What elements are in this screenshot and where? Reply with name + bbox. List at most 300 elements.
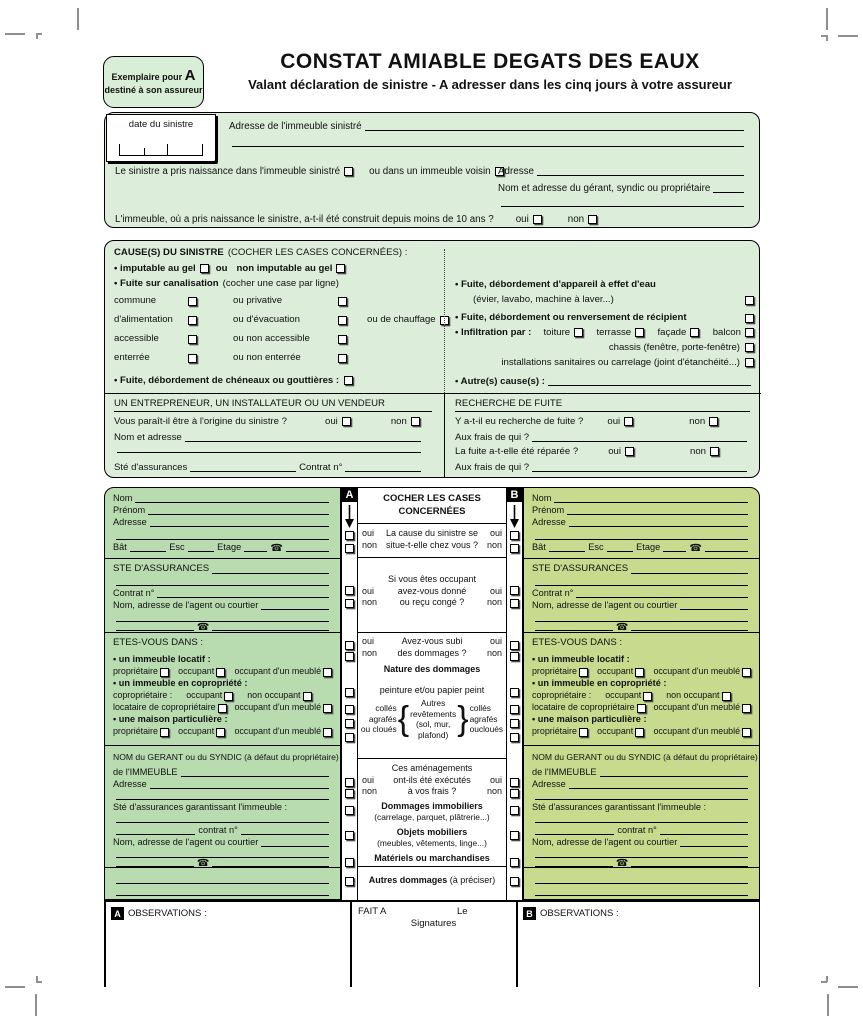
gerant-ste-label: Sté d'assurances garantissant l'immeuble : bbox=[113, 802, 288, 812]
page-subtitle: Valant déclaration de sinistre - A adresser dans les cinq jours à votre assureur bbox=[248, 77, 732, 92]
checkbox-a-locatif-occupant[interactable] bbox=[216, 668, 225, 677]
gerant-immeuble-label: de l'IMMEUBLE bbox=[532, 767, 597, 777]
q3-oui-a: oui bbox=[362, 636, 375, 646]
esc-label: Esc bbox=[169, 542, 185, 552]
checkbox-a-dommages-oui[interactable] bbox=[345, 641, 354, 650]
checkbox-reparee-non[interactable] bbox=[710, 447, 719, 456]
party-b-agent-field2[interactable] bbox=[535, 619, 748, 622]
party-b-gerant-immeuble-field[interactable] bbox=[600, 774, 748, 777]
gerant-contrat-label: contrat n° bbox=[617, 825, 657, 835]
recipient-label: • Fuite, débordement ou renversement de récipient bbox=[455, 312, 687, 323]
nature-title: Nature des dommages bbox=[383, 664, 481, 674]
checkbox-a-conge-oui[interactable] bbox=[345, 586, 354, 595]
opt-meuble-label: occupant d'un meublé bbox=[234, 726, 321, 736]
fix-right-3: oucloués bbox=[469, 724, 504, 735]
materiels-title: Matériels ou marchandises bbox=[374, 852, 490, 863]
party-b-gerant-contrat-field[interactable] bbox=[660, 832, 748, 835]
copro-label: copropriétaire : bbox=[113, 690, 173, 700]
causes-title-rest: (COCHER LES CASES CONCERNÉES) : bbox=[227, 247, 408, 258]
mid-2: revêtements bbox=[410, 708, 457, 719]
amenag-oui-a: oui bbox=[362, 774, 375, 785]
contrat-label: Contrat n° bbox=[113, 588, 155, 598]
checkbox-b-agrafes[interactable] bbox=[510, 719, 519, 728]
checkbox-recherche-non[interactable] bbox=[709, 417, 718, 426]
entrepreneur-contrat-field[interactable] bbox=[345, 469, 421, 472]
brace-right: } bbox=[457, 700, 469, 738]
checkbox-canal-enterree[interactable] bbox=[188, 354, 197, 363]
fix-left-3: ou cloués bbox=[360, 724, 397, 735]
etage-label: Etage bbox=[217, 542, 242, 552]
amenag-line3: à vos frais ? bbox=[407, 786, 457, 796]
agent-label: Nom, adresse de l'agent ou courtier bbox=[532, 600, 678, 610]
fix-right-1: collés bbox=[469, 703, 491, 714]
party-b-ste-field[interactable] bbox=[631, 571, 748, 574]
checkbox-b-frais-oui[interactable] bbox=[510, 778, 519, 787]
party-a-adresse-field2[interactable] bbox=[116, 537, 329, 540]
page-title: CONSTAT AMIABLE DEGATS DES EAUX bbox=[280, 50, 700, 73]
checkbox-b-autres-dommages[interactable] bbox=[510, 877, 519, 886]
checkbox-recipient[interactable] bbox=[745, 314, 754, 323]
entrepreneur-question: Vous paraît-il être à l'origine du sinistre ? bbox=[114, 416, 288, 427]
arrow-down-icon bbox=[509, 505, 520, 529]
party-b-adresse-field[interactable] bbox=[569, 524, 748, 527]
checkbox-a-copro-occupant[interactable] bbox=[224, 692, 233, 701]
causes-right-pane bbox=[444, 249, 762, 393]
opt-occupant-label: occupant bbox=[186, 690, 223, 700]
center-question-box bbox=[358, 487, 506, 900]
party-a-esc-field[interactable] bbox=[188, 549, 215, 552]
checkbox-canal-privative[interactable] bbox=[338, 297, 347, 306]
checkbox-a-cloues[interactable] bbox=[345, 733, 354, 742]
party-a-etage-field[interactable] bbox=[244, 549, 267, 552]
checkbox-infil-installations[interactable] bbox=[745, 358, 754, 367]
badge-b-small: B bbox=[523, 907, 536, 920]
q3-oui-b: oui bbox=[489, 636, 502, 646]
amenag-oui-b: oui bbox=[489, 774, 502, 785]
party-b-agent-field3[interactable] bbox=[535, 628, 613, 631]
opt-meuble-label: occupant d'un meublé bbox=[653, 702, 740, 712]
infiltration-label: • Infiltration par : bbox=[455, 327, 532, 338]
q1-non-a: non bbox=[362, 539, 378, 550]
addr-immeuble-field2[interactable] bbox=[232, 144, 744, 147]
recherche-q1-non-label: non bbox=[689, 416, 706, 427]
checkbox-b-dommages-oui[interactable] bbox=[510, 641, 519, 650]
party-a-gerant-ste-field[interactable] bbox=[116, 820, 329, 823]
party-a-column bbox=[104, 487, 341, 900]
checkbox-infil-toiture[interactable] bbox=[574, 328, 583, 337]
checkbox-b-immobiliers[interactable] bbox=[510, 806, 519, 815]
construit-oui-label: oui bbox=[515, 214, 529, 225]
checkbox-canal-alimentation[interactable] bbox=[188, 316, 197, 325]
arrow-down-icon bbox=[344, 505, 355, 529]
origin-question-2: ou dans un immeuble voisin bbox=[369, 166, 491, 177]
checkbox-b-copro-locataire[interactable] bbox=[637, 704, 646, 713]
checkbox-cheneaux[interactable] bbox=[344, 376, 353, 385]
center-amenagements bbox=[358, 759, 506, 867]
q1-line2: situe-t-elle chez vous ? bbox=[385, 539, 479, 550]
checkbox-b-cause-oui[interactable] bbox=[510, 531, 519, 540]
etage-label: Etage bbox=[636, 542, 661, 552]
party-a-extra-field1[interactable] bbox=[116, 881, 329, 884]
canal-row-extra: ou de chauffage bbox=[367, 314, 436, 325]
party-b-tel-field[interactable] bbox=[705, 549, 748, 552]
observations-a-label: OBSERVATIONS : bbox=[128, 908, 207, 919]
q2-non-a: non bbox=[362, 597, 378, 607]
q2-non-b: non bbox=[486, 597, 502, 607]
checkbox-infil-facade[interactable] bbox=[690, 328, 699, 337]
checkbox-b-materiels[interactable] bbox=[510, 858, 519, 867]
party-b-extra-field1[interactable] bbox=[535, 881, 748, 884]
etes-vous-title: ETES-VOUS DANS : bbox=[113, 637, 204, 648]
checkbox-a-agrafes[interactable] bbox=[345, 719, 354, 728]
le-label: Le bbox=[457, 906, 468, 917]
agent-label: Nom, adresse de l'agent ou courtier bbox=[113, 837, 259, 847]
checkbox-infil-terrasse[interactable] bbox=[635, 328, 644, 337]
opt-proprietaire-label: propriétaire bbox=[532, 726, 577, 736]
locatif-title: • un immeuble locatif : bbox=[113, 654, 211, 664]
opt-meuble-label: occupant d'un meublé bbox=[234, 666, 321, 676]
checkbox-origin-sinistre[interactable] bbox=[344, 167, 353, 176]
opt-proprietaire-label: propriétaire bbox=[113, 726, 158, 736]
party-a-gerant-adresse-field[interactable] bbox=[150, 786, 329, 789]
party-b-gerant-agent-field3[interactable] bbox=[535, 864, 613, 867]
entrepreneur-ste-field[interactable] bbox=[190, 469, 296, 472]
checkbox-a-locatif-meuble[interactable] bbox=[323, 668, 332, 677]
checkbox-construit-non[interactable] bbox=[588, 215, 597, 224]
checkbox-b-locatif-meuble[interactable] bbox=[742, 668, 751, 677]
phone-icon: ☎ bbox=[196, 622, 210, 633]
autres-causes-field[interactable] bbox=[548, 383, 751, 386]
canal-row-label: accessible bbox=[114, 333, 159, 344]
crop-mark bbox=[36, 976, 38, 982]
gerant-contrat-label: contrat n° bbox=[198, 825, 238, 835]
party-b-gerant-agent-field2[interactable] bbox=[535, 855, 748, 858]
checkbox-a-cause-non[interactable] bbox=[345, 544, 354, 553]
opt-proprietaire-label: propriétaire bbox=[113, 666, 158, 676]
checkbox-b-colles[interactable] bbox=[510, 705, 519, 714]
party-b-gerant-tel-field[interactable] bbox=[631, 864, 748, 867]
checkbox-a-locatif-proprietaire[interactable] bbox=[160, 668, 169, 677]
checkbox-a-cause-oui[interactable] bbox=[345, 531, 354, 540]
checkbox-b-peinture[interactable] bbox=[510, 688, 519, 697]
gerant-field2[interactable] bbox=[501, 204, 744, 207]
party-b-ste-field2[interactable] bbox=[535, 583, 748, 586]
voisin-adresse-label: Adresse bbox=[498, 166, 534, 177]
agent-label: Nom, adresse de l'agent ou courtier bbox=[532, 837, 678, 847]
recherche-frais2-field[interactable] bbox=[532, 469, 747, 472]
opt-proprietaire-label: propriétaire bbox=[532, 666, 577, 676]
checkbox-canal-commune[interactable] bbox=[188, 297, 197, 306]
checkbox-b-locatif-proprietaire[interactable] bbox=[579, 668, 588, 677]
q1-line1: La cause du sinistre se bbox=[385, 528, 479, 538]
party-a-gerant-tel-field[interactable] bbox=[212, 864, 329, 867]
gerant-label: Nom et adresse du gérant, syndic ou propriétaire bbox=[498, 183, 711, 194]
checkbox-a-maison-meuble[interactable] bbox=[323, 728, 332, 737]
party-b-etes-vous bbox=[524, 633, 759, 746]
party-a-prenom-field[interactable] bbox=[148, 512, 329, 515]
amenag-non-a: non bbox=[362, 786, 378, 796]
checkbox-a-immobiliers[interactable] bbox=[345, 806, 354, 815]
party-a-gerant-agent-field[interactable] bbox=[261, 844, 329, 847]
recherche-frais1-field[interactable] bbox=[532, 439, 747, 442]
checkbox-reparee-oui[interactable] bbox=[625, 447, 634, 456]
addr-immeuble-label: Adresse de l'immeuble sinistré bbox=[229, 121, 362, 132]
party-b-adresse-field2[interactable] bbox=[535, 537, 748, 540]
entrepreneur-nom-label: Nom et adresse bbox=[114, 432, 182, 443]
checkbox-b-maison-meuble[interactable] bbox=[742, 728, 751, 737]
checkbox-b-objets[interactable] bbox=[510, 831, 519, 840]
q1-oui-a: oui bbox=[362, 528, 375, 538]
exemplaire-line2: destiné à son assureur bbox=[104, 84, 203, 95]
checkbox-appareil[interactable] bbox=[745, 296, 754, 305]
checkbox-a-materiels[interactable] bbox=[345, 858, 354, 867]
party-b-etage-field[interactable] bbox=[663, 549, 686, 552]
checkbox-canal-accessible[interactable] bbox=[188, 335, 197, 344]
prenom-label: Prénom bbox=[113, 505, 146, 515]
party-a-gerant-immeuble-field[interactable] bbox=[181, 774, 329, 777]
observations-b-cell[interactable] bbox=[518, 902, 758, 987]
checkbox-b-conge-non[interactable] bbox=[510, 599, 519, 608]
checkbox-b-cloues[interactable] bbox=[510, 733, 519, 742]
party-a-gerant bbox=[105, 746, 340, 868]
recherche-q1-oui-label: oui bbox=[607, 416, 621, 427]
observations-a-cell[interactable] bbox=[106, 902, 349, 987]
crop-mark bbox=[826, 8, 828, 30]
immo-sub: (carrelage, parquet, plâtrerie...) bbox=[374, 812, 490, 822]
checkbox-a-copro-non-occupant[interactable] bbox=[303, 692, 312, 701]
checkbox-b-copro-non-occupant[interactable] bbox=[722, 692, 731, 701]
causes-title: CAUSE(S) DU SINISTRE bbox=[114, 247, 224, 258]
autres-causes-label: • Autre(s) cause(s) : bbox=[455, 376, 545, 387]
party-b-esc-field[interactable] bbox=[607, 549, 634, 552]
party-b-column bbox=[523, 487, 760, 900]
checkbox-a-dommages-non[interactable] bbox=[345, 652, 354, 661]
q3-line2: des dommages ? bbox=[397, 647, 467, 658]
checkbox-entrepreneur-non[interactable] bbox=[411, 417, 420, 426]
party-a-adresse-field[interactable] bbox=[150, 524, 329, 527]
entrepreneur-non-label: non bbox=[390, 416, 407, 427]
copro-label: copropriétaire : bbox=[532, 690, 592, 700]
party-a-ste-field2[interactable] bbox=[116, 583, 329, 586]
party-a-agent-field[interactable] bbox=[261, 607, 329, 610]
party-a-contrat-field[interactable] bbox=[157, 595, 329, 598]
checkbox-recherche-oui[interactable] bbox=[624, 417, 633, 426]
gerant-field[interactable] bbox=[713, 190, 744, 193]
badge-a-small: A bbox=[111, 907, 124, 920]
checkbox-b-copro-meuble[interactable] bbox=[742, 704, 751, 713]
adresse-label: Adresse bbox=[532, 517, 566, 527]
appareil-label: • Fuite, débordement d'appareil à effet d'eau bbox=[455, 279, 656, 290]
canal-row-mid: ou non accessible bbox=[233, 333, 310, 344]
party-b-gerant-adresse-field2[interactable] bbox=[535, 797, 748, 800]
party-a-extra-field2[interactable] bbox=[116, 893, 329, 896]
fix-left-1: collés bbox=[375, 703, 397, 714]
causes-lower-band bbox=[105, 393, 761, 477]
crop-mark bbox=[5, 986, 25, 988]
party-a-gerant-contrat-field[interactable] bbox=[241, 832, 329, 835]
checkbox-a-frais-non[interactable] bbox=[345, 789, 354, 798]
entrepreneur-contrat-label: Contrat n° bbox=[299, 462, 343, 473]
crop-mark bbox=[838, 986, 858, 988]
center-header-l2: CONCERNÉES bbox=[398, 506, 466, 517]
signatures-label: Signatures bbox=[410, 918, 457, 929]
checkbox-a-frais-oui[interactable] bbox=[345, 778, 354, 787]
checkbox-canal-non-enterree[interactable] bbox=[338, 354, 347, 363]
phone-icon: ☎ bbox=[615, 858, 629, 868]
crop-mark bbox=[36, 33, 38, 39]
opt-locataire-label: locataire de copropriétaire bbox=[532, 702, 635, 712]
checkbox-gel-non[interactable] bbox=[336, 264, 345, 273]
party-a-assurance bbox=[105, 559, 340, 633]
gerant-adresse-label: Adresse bbox=[113, 779, 147, 789]
canal-row-label: d'alimentation bbox=[114, 314, 173, 325]
checkbox-a-colles[interactable] bbox=[345, 705, 354, 714]
phone-icon: ☎ bbox=[689, 543, 702, 554]
checkbox-canal-evacuation[interactable] bbox=[338, 316, 347, 325]
infil-balcon-label: balcon bbox=[712, 327, 741, 338]
party-a-gerant-adresse-field2[interactable] bbox=[116, 797, 329, 800]
crop-mark bbox=[826, 976, 828, 982]
badge-b: B bbox=[507, 487, 522, 502]
checkbox-b-conge-oui[interactable] bbox=[510, 586, 519, 595]
construit-question: L'immeuble, où a pris naissance le sinistre, a-t-il été construit depuis moins de 10 ans ? bbox=[115, 214, 494, 225]
gerant-adresse-label: Adresse bbox=[532, 779, 566, 789]
recherche-title: RECHERCHE DE FUITE bbox=[455, 398, 750, 412]
date-input[interactable] bbox=[119, 142, 203, 156]
party-b-contrat-field[interactable] bbox=[576, 595, 748, 598]
agent-label: Nom, adresse de l'agent ou courtier bbox=[113, 600, 259, 610]
bat-label: Bât bbox=[113, 542, 127, 552]
autres-dommages-rest: (à préciser) bbox=[449, 875, 496, 885]
date-sinistre-box bbox=[106, 114, 216, 162]
checkbox-canal-non-accessible[interactable] bbox=[338, 335, 347, 344]
canal-row-mid: ou d'évacuation bbox=[233, 314, 300, 325]
entrepreneur-oui-label: oui bbox=[325, 416, 338, 427]
party-a-extra-lines bbox=[105, 868, 340, 898]
mid-1: Autres bbox=[421, 698, 446, 708]
checkbox-construit-oui[interactable] bbox=[533, 215, 542, 224]
checkbox-a-peinture[interactable] bbox=[345, 688, 354, 697]
construit-non-label: non bbox=[567, 214, 585, 225]
checkbox-infil-chassis[interactable] bbox=[745, 343, 754, 352]
fait-a-label: FAIT A bbox=[358, 906, 387, 917]
checkbox-a-objets[interactable] bbox=[345, 831, 354, 840]
maison-title: • une maison particulière : bbox=[113, 714, 228, 724]
checkbox-b-dommages-non[interactable] bbox=[510, 652, 519, 661]
center-autres bbox=[358, 867, 506, 887]
party-b-extra-lines bbox=[524, 868, 759, 898]
q1-oui-b: oui bbox=[489, 528, 502, 538]
checkbox-gel[interactable] bbox=[200, 264, 209, 273]
voisin-adresse-field[interactable] bbox=[537, 173, 744, 176]
party-b-agent-tel-field[interactable] bbox=[631, 628, 748, 631]
amenag-non-b: non bbox=[486, 786, 502, 796]
infil-terrasse-label: terrasse bbox=[596, 327, 632, 338]
opt-occupant-label: occupant bbox=[597, 666, 634, 676]
entrepreneur-nom-field[interactable] bbox=[185, 439, 421, 442]
crop-mark bbox=[826, 35, 828, 41]
causes-box bbox=[104, 240, 760, 478]
party-a-gerant-agent-field2[interactable] bbox=[116, 855, 329, 858]
party-a-nom-field[interactable] bbox=[135, 500, 329, 503]
party-b-bat-field[interactable] bbox=[549, 549, 586, 552]
infil-installations-label: installations sanitaires ou carrelage (joint d'étanchéité...) bbox=[501, 357, 740, 368]
party-b-prenom-field[interactable] bbox=[567, 512, 748, 515]
party-b-extra-field2[interactable] bbox=[535, 893, 748, 896]
canal-label-rest: (cocher une case par ligne) bbox=[222, 278, 339, 289]
exemplaire-prefix: Exemplaire pour bbox=[111, 71, 183, 82]
party-b-gerant-agent-field[interactable] bbox=[680, 844, 748, 847]
phone-icon: ☎ bbox=[615, 622, 629, 633]
addr-immeuble-field[interactable] bbox=[365, 128, 744, 131]
checkbox-a-autres-dommages[interactable] bbox=[345, 877, 354, 886]
checkbox-a-copro-meuble[interactable] bbox=[323, 704, 332, 713]
entrepreneur-nom-field2[interactable] bbox=[117, 450, 421, 453]
party-b-gerant-ste-field2[interactable] bbox=[535, 832, 614, 835]
recherche-frais2-label: Aux frais de qui ? bbox=[455, 462, 530, 473]
amenag-line2: ont-ils été exécutés bbox=[393, 774, 471, 785]
party-a-bat-field[interactable] bbox=[130, 549, 167, 552]
q2-line2: avez-vous donné bbox=[397, 585, 467, 596]
checkbox-a-copro-locataire[interactable] bbox=[218, 704, 227, 713]
q2-line1: Si vous êtes occupant bbox=[387, 574, 477, 584]
opt-non-occupant-label: non occupant bbox=[247, 690, 301, 700]
entrepreneur-ste-label: Sté d'assurances bbox=[114, 462, 188, 473]
infil-facade-label: façade bbox=[657, 327, 687, 338]
party-a-tel-field[interactable] bbox=[286, 549, 329, 552]
entrepreneur-title: UN ENTREPRENEUR, UN INSTALLATEUR OU UN VENDEUR bbox=[114, 398, 432, 412]
checkbox-b-cause-non[interactable] bbox=[510, 544, 519, 553]
checkbox-a-maison-proprietaire[interactable] bbox=[160, 728, 169, 737]
adresse-label: Adresse bbox=[113, 517, 147, 527]
gerant-title: NOM du GERANT ou du SYNDIC (à défaut du propriétaire) bbox=[532, 752, 758, 762]
ste-assurances-label: STE D'ASSURANCES bbox=[113, 563, 210, 574]
crop-mark bbox=[838, 35, 858, 37]
party-b-nom-field[interactable] bbox=[554, 500, 748, 503]
checkbox-b-locatif-occupant[interactable] bbox=[635, 668, 644, 677]
checkbox-a-maison-occupant[interactable] bbox=[216, 728, 225, 737]
nom-label: Nom bbox=[113, 493, 133, 503]
checkbox-b-frais-non[interactable] bbox=[510, 789, 519, 798]
checkbox-b-copro-occupant[interactable] bbox=[643, 692, 652, 701]
checkbox-a-conge-non[interactable] bbox=[345, 599, 354, 608]
checkbox-entrepreneur-oui[interactable] bbox=[342, 417, 351, 426]
checkbox-infil-balcon[interactable] bbox=[745, 328, 754, 337]
party-b-gerant-adresse-field[interactable] bbox=[569, 786, 748, 789]
party-b-gerant-ste-field[interactable] bbox=[535, 820, 748, 823]
party-a-gerant-agent-field3[interactable] bbox=[116, 864, 194, 867]
party-a-agent-field3[interactable] bbox=[116, 628, 194, 631]
checkbox-b-maison-occupant[interactable] bbox=[635, 728, 644, 737]
gerant-title: NOM du GERANT ou du SYNDIC (à défaut du propriétaire) bbox=[113, 752, 339, 762]
copro-title: • un immeuble en copropriété : bbox=[532, 678, 667, 688]
fix-left-2: agrafés bbox=[368, 713, 397, 724]
checkbox-b-maison-proprietaire[interactable] bbox=[579, 728, 588, 737]
party-a-gerant-ste-field2[interactable] bbox=[116, 832, 195, 835]
party-a-ste-field[interactable] bbox=[212, 571, 329, 574]
party-a-agent-field2[interactable] bbox=[116, 619, 329, 622]
prenom-label: Prénom bbox=[532, 505, 565, 515]
q2-line3: ou reçu congé ? bbox=[399, 597, 465, 607]
party-a-agent-tel-field[interactable] bbox=[212, 628, 329, 631]
fait-a-cell[interactable] bbox=[352, 902, 515, 987]
q1-non-b: non bbox=[486, 539, 502, 550]
party-b-agent-field[interactable] bbox=[680, 607, 748, 610]
origin-question: Le sinistre a pris naissance dans l'immeuble sinistré bbox=[115, 166, 341, 177]
gerant-ste-label: Sté d'assurances garantissant l'immeuble : bbox=[532, 802, 707, 812]
q3-line1: Avez-vous subi bbox=[401, 636, 463, 646]
brace-left: { bbox=[397, 700, 410, 738]
